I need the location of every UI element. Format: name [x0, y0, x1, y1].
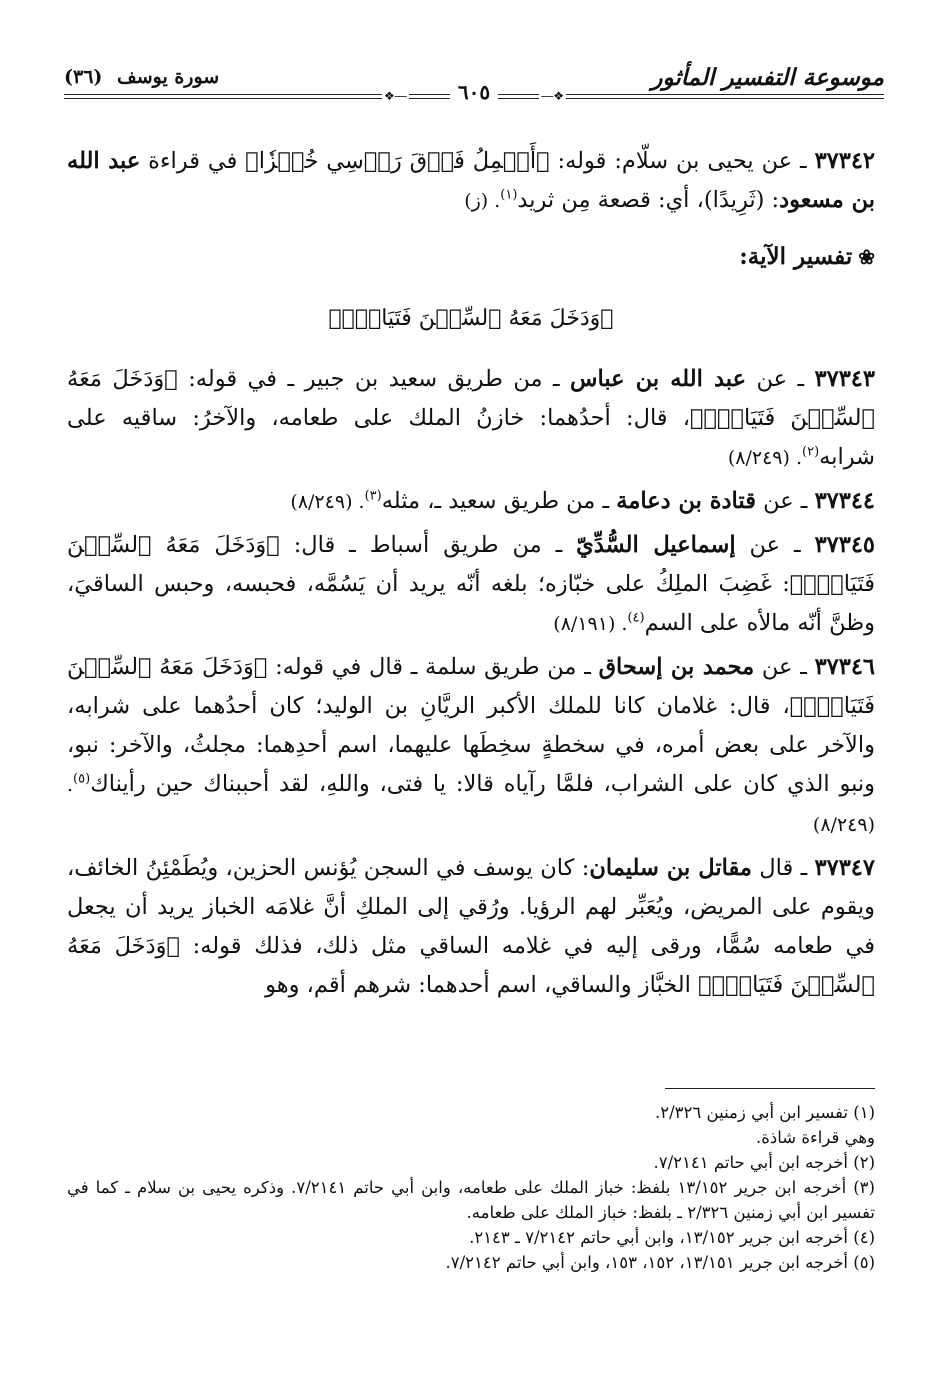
entry-text: : (ثَرِيدًا)، أي: قصعة مِن ثريد — [517, 187, 780, 213]
entry-text: ـ عن — [755, 488, 815, 514]
entry-text: ، قال: غلامان كانا للملك الأكبر الريَّانِ بن الوليد؛ كان أحدُهما على شرابه، والآخر على بعض أمره، في سخطةٍ سخِطَها عليهما، اسم أحدِهما: مجلثُ، والآخر: نبو، ونبو الذي كان على الشراب، فلمَّا رآياه قالا: يا فتى، واللهِ، لقد أحببناك حين رأيناك — [67, 693, 875, 797]
page-number: ٦٠٥ — [450, 80, 498, 104]
quran-quote: ﴿وَدَخَلَ مَعَهُ ٱلسِّجۡنَ فَتَيَانِۖ﴾ — [67, 532, 875, 597]
narrator-name: محمد بن إسحاق — [598, 654, 755, 680]
footnote: (٣) أخرجه ابن جرير ١٣/١٥٢ بلفظ: خباز الملك على طعامه، وابن أبي حاتم ٧/٢١٤١. وذكره يحيى بن سلام ـ كما في تفسير ابن أبي زمنين ٢/٣٢٦ ـ بلفظ: خباز الملك على طعامه. — [67, 1178, 875, 1222]
entry-37343 — [67, 360, 875, 478]
narrator-name: مقاتل بن سليمان — [589, 855, 752, 881]
footnote: (٤) أخرجه ابن جرير ١٣/١٥٢، وابن أبي حاتم ٧/٢١٤٢ ـ ٢١٤٣. — [469, 1228, 875, 1247]
quran-quote: ﴿وَدَخَلَ مَعَهُ ٱلسِّجۡنَ فَتَيَانِۖ﴾ — [67, 933, 875, 998]
entry-text: ـ من طريق أسباط ـ قال: — [279, 532, 577, 558]
footnote: (٢) أخرجه ابن أبي حاتم ٧/٢١٤١. — [653, 1153, 875, 1172]
footnote: وهي قراءة شاذة. — [756, 1128, 875, 1147]
flower-icon: ❀ — [858, 245, 875, 269]
source-ref: . (٨/١٩١) — [553, 613, 628, 635]
entry-37345 — [67, 526, 875, 644]
entry-text: ـ من طريق سلمة ـ قال في قوله: — [267, 654, 599, 680]
footnote-marker[interactable]: (٣) — [364, 488, 382, 504]
entry-text: ، قال: أحدُهما: خازنُ الملك على طعامه، والآخرُ: ساقيه على شرابه — [67, 405, 875, 470]
entry-text: ـ قال — [751, 855, 815, 881]
book-title: موسوعة التفسير المأثور — [651, 64, 884, 91]
footnote: (١) تفسير ابن أبي زمنين ٢/٣٢٦. — [655, 1103, 875, 1122]
entry-text: ـ من طريق سعيد ـ، مثله — [381, 488, 617, 514]
entry-number: ٣٧٣٤٢ — [814, 148, 875, 174]
source-ref: . (٨/٢٤٩) — [290, 491, 365, 513]
narrator-name: إسماعيل السُّدِّيّ — [576, 532, 736, 558]
source-ref: . (٨/٢٤٩) — [727, 447, 803, 469]
source-ref: . (ز) — [464, 190, 501, 212]
entry-text: : غَضِبَ الملِكُ على خبّازه؛ بلغه أنّه يريد أن يَسُمَّه، فحبسه، وحبس الساقيَ، وظنَّ أنّه مالأه على السم — [67, 571, 875, 636]
entry-text: الخبَّاز والساقي، اسم أحدهما: شرهم أقم، وهو — [265, 972, 699, 998]
footnote-marker[interactable]: (٢) — [802, 444, 820, 460]
main-text — [67, 142, 875, 1009]
entry-text: ـ عن يحيى بن سلّام: قوله: — [549, 148, 815, 174]
footnote: (٥) أخرجه ابن جرير ١٣/١٥١، ١٥٢، ١٥٣، وابن أبي حاتم ٧/٢١٤٢. — [445, 1253, 875, 1272]
ornament-left-icon: ―❖ — [384, 89, 407, 103]
surah-label — [64, 66, 219, 88]
source-ref: . (٨/٢٤٩) — [67, 774, 875, 836]
surah-number: (٣٦) — [64, 66, 103, 88]
surah-name: سورة يوسف — [117, 66, 220, 88]
entry-37342 — [67, 142, 875, 221]
center-ayah: ﴿وَدَخَلَ مَعَهُ ٱلسِّجۡنَ فَتَيَانِۖ﴾ — [328, 306, 614, 331]
entry-text: ـ عن — [735, 532, 815, 558]
ornament-right-icon: ❖― — [541, 89, 564, 103]
footnotes — [67, 1100, 875, 1275]
entry-number: ٣٧٣٤٣ — [814, 366, 875, 392]
footnote-marker[interactable]: (٤) — [627, 610, 645, 626]
entry-37347 — [67, 849, 875, 1005]
footnote-marker[interactable]: (١) — [500, 187, 518, 203]
narrator-name: عبد الله بن عباس — [570, 366, 747, 392]
entry-37344 — [67, 482, 875, 522]
section-heading-text: تفسير الآية: — [739, 243, 853, 270]
quran-quote: ﴿أَحۡمِلُ فَوۡقَ رَأۡسِي خُبۡزٗا﴾ — [245, 148, 550, 174]
section-heading — [67, 237, 875, 277]
entry-number: ٣٧٣٤٤ — [814, 488, 875, 514]
entry-37346 — [67, 648, 875, 845]
footnote-marker[interactable]: (٥) — [73, 771, 91, 787]
entry-text: في قراءة — [140, 148, 246, 174]
entry-text: ـ عن — [746, 366, 815, 392]
footnote-rule — [665, 1088, 875, 1089]
quran-quote: ﴿وَدَخَلَ مَعَهُ ٱلسِّجۡنَ فَتَيَانِۖ﴾ — [67, 366, 875, 431]
entry-text: ـ عن — [754, 654, 815, 680]
page-header — [64, 52, 884, 114]
entry-text: ـ من طريق سعيد بن جبير ـ في قوله: — [177, 366, 571, 392]
entry-text: : كان يوسف في السجن يُؤنس الحزين، ويُطَمْئِنُ الخائف، ويقوم على المريض، ويُعَبِّر لهم الرؤيا. ورُقي إلى الملكِ أنَّ غلامَه الخباز يريد أن يجعل في طعامه سُمًّا، ورقى إليه في غلامه الساقي مثل ذلك، فذلك قوله: — [67, 855, 875, 959]
entry-number: ٣٧٣٤٧ — [814, 855, 875, 881]
entry-number: ٣٧٣٤٦ — [814, 654, 875, 680]
entry-number: ٣٧٣٤٥ — [814, 532, 876, 558]
narrator-name: عبد الله بن مسعود — [67, 148, 875, 213]
narrator-name: قتادة بن دعامة — [616, 488, 756, 514]
quran-quote: ﴿وَدَخَلَ مَعَهُ ٱلسِّجۡنَ فَتَيَانِۖ﴾ — [67, 654, 875, 719]
